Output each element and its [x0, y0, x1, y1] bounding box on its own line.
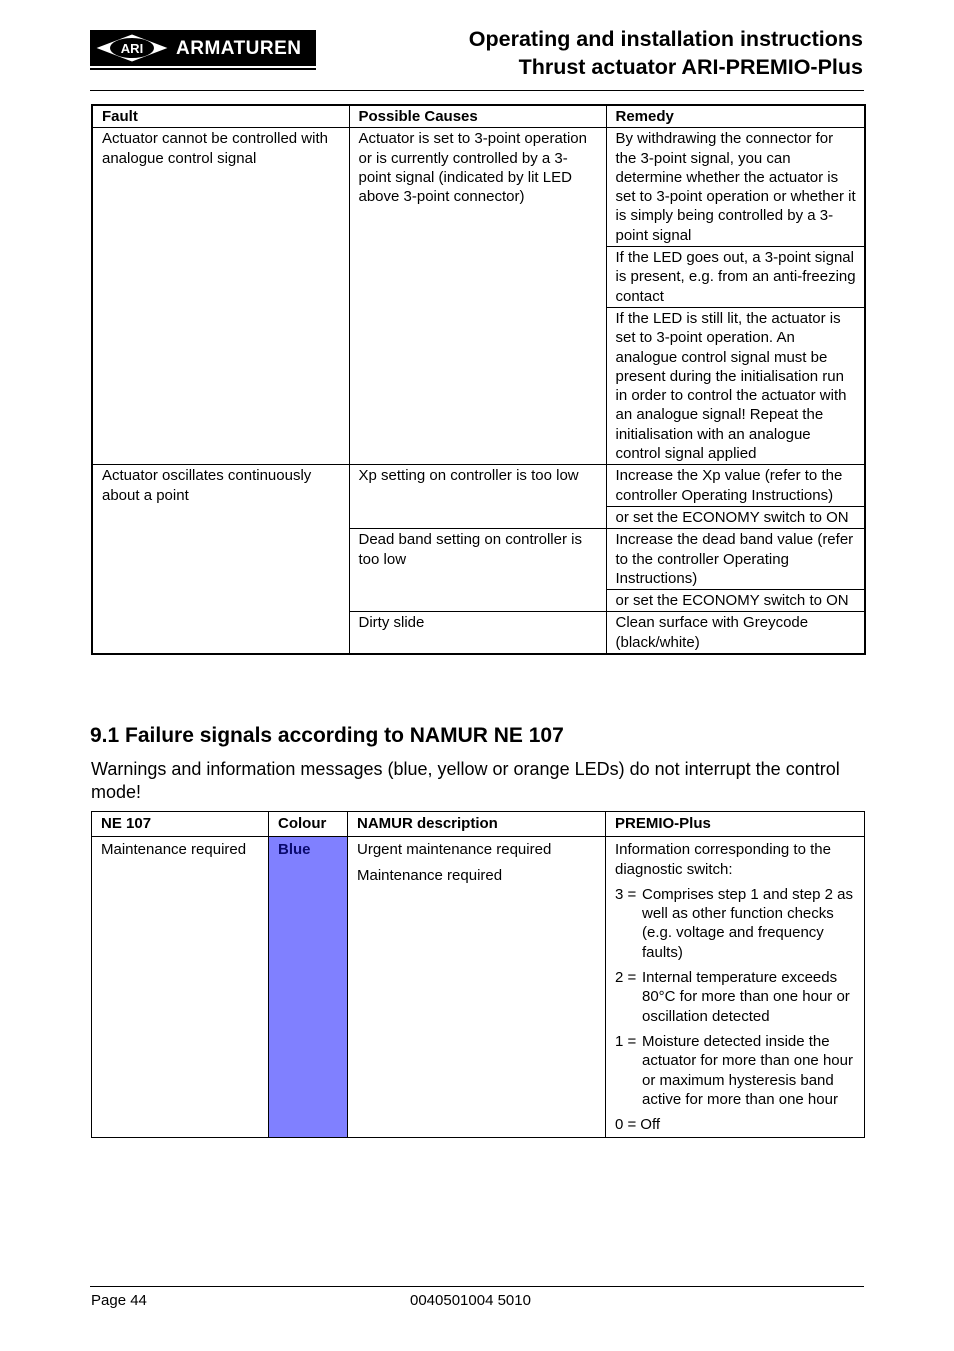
title-line-2: Thrust actuator ARI-PREMIO-Plus: [518, 55, 863, 79]
table-row: [92, 128, 865, 247]
cause-cell: Actuator is set to 3-point operation or is currently controlled by a 3-point signal (indicated by lit LED above 3-point connector): [349, 128, 606, 465]
item-text: Comprises step 1 and step 2 as well as other function checks (e.g. voltage and frequency faults): [642, 885, 853, 961]
list-item: [615, 1032, 856, 1109]
remedy-cell: Increase the Xp value (refer to the controller Operating Instructions): [606, 465, 865, 507]
header-remedy: Remedy: [606, 105, 865, 128]
remedy-cell: or set the ECONOMY switch to ON: [606, 506, 865, 528]
fault-table-header-row: [92, 105, 865, 128]
ne107-cell: Maintenance required: [92, 837, 269, 1138]
header-premio-plus: PREMIO-Plus: [606, 812, 865, 837]
title-line-1: Operating and installation instructions: [468, 27, 863, 51]
header-colour: Colour: [269, 812, 348, 837]
list-item: [615, 968, 856, 1026]
colour-cell: Blue: [269, 837, 348, 1138]
header-rule: [90, 90, 864, 91]
description-line: Urgent maintenance required: [357, 841, 552, 859]
item-number: 2 =: [615, 969, 637, 987]
premio-intro: Information corresponding to the diagnostic switch:: [615, 841, 831, 878]
remedy-cell: or set the ECONOMY switch to ON: [606, 590, 865, 612]
logo-underline: [90, 68, 316, 70]
remedy-cell: If the LED goes out, a 3-point signal is present, e.g. from an anti-freezing contact: [606, 247, 865, 308]
remedy-cell: Increase the dead band value (refer to the controller Operating Instructions): [606, 529, 865, 590]
document-number: 0040501004 5010: [410, 1292, 531, 1309]
cause-cell: Dead band setting on controller is too low: [349, 529, 606, 612]
description-line: Maintenance required: [357, 866, 503, 884]
ari-emblem-icon: [96, 33, 168, 63]
header-possible-causes: Possible Causes: [349, 105, 606, 128]
fault-cell: Actuator oscillates continuously about a point: [92, 465, 349, 654]
footer-rule: [90, 1286, 864, 1287]
table-row: [92, 837, 865, 1138]
table-row: [92, 465, 865, 507]
logo-text: ARI: [120, 41, 144, 56]
ari-armaturen-logo: [90, 30, 316, 70]
header-fault: Fault: [92, 105, 349, 128]
page-number: Page 44: [91, 1292, 147, 1309]
namur-table-header-row: [92, 812, 865, 837]
section-heading: 9.1 Failure signals according to NAMUR NE 107: [90, 724, 564, 747]
remedy-cell: Clean surface with Greycode (black/white): [606, 612, 865, 654]
item-number: 3 =: [615, 885, 637, 903]
item-text: Internal temperature exceeds 80°C for more than one hour or oscillation detected: [642, 969, 850, 1025]
cause-cell: Dirty slide: [349, 612, 606, 654]
fault-cell: Actuator cannot be controlled with analogue control signal: [92, 128, 349, 465]
cause-cell: Xp setting on controller is too low: [349, 465, 606, 529]
remedy-cell: By withdrawing the connector for the 3-point signal, you can determine whether the actuator is set to 3-point operation or whether it is simply being controlled by a 3-point signal: [606, 128, 865, 247]
namur-table: [91, 811, 865, 1138]
item-text: Off: [640, 1116, 661, 1134]
namur-description-cell: [348, 837, 606, 1138]
header-ne107: NE 107: [92, 812, 269, 837]
fault-table: [91, 104, 866, 655]
section-intro: Warnings and information messages (blue, yellow or orange LEDs) do not interrupt the control mode!: [91, 759, 840, 802]
item-number: 1 =: [615, 1032, 637, 1050]
item-text: Moisture detected inside the actuator for more than one hour or maximum hysteresis band active for more than one hour: [642, 1032, 853, 1108]
header-namur-description: NAMUR description: [348, 812, 606, 837]
document-title: [469, 25, 863, 81]
remedy-cell: If the LED is still lit, the actuator is set to 3-point operation. An analogue control signal must be present during the initialisation run in order to control the actuator with an analogue signal! Repeat the initialisation with an analogue control signal applied: [606, 307, 865, 464]
logo-word: ARMATUREN: [176, 38, 302, 59]
list-item: [615, 1115, 856, 1134]
item-number: 0 =: [615, 1116, 637, 1134]
list-item: [615, 885, 856, 962]
premio-plus-cell: [606, 837, 865, 1138]
